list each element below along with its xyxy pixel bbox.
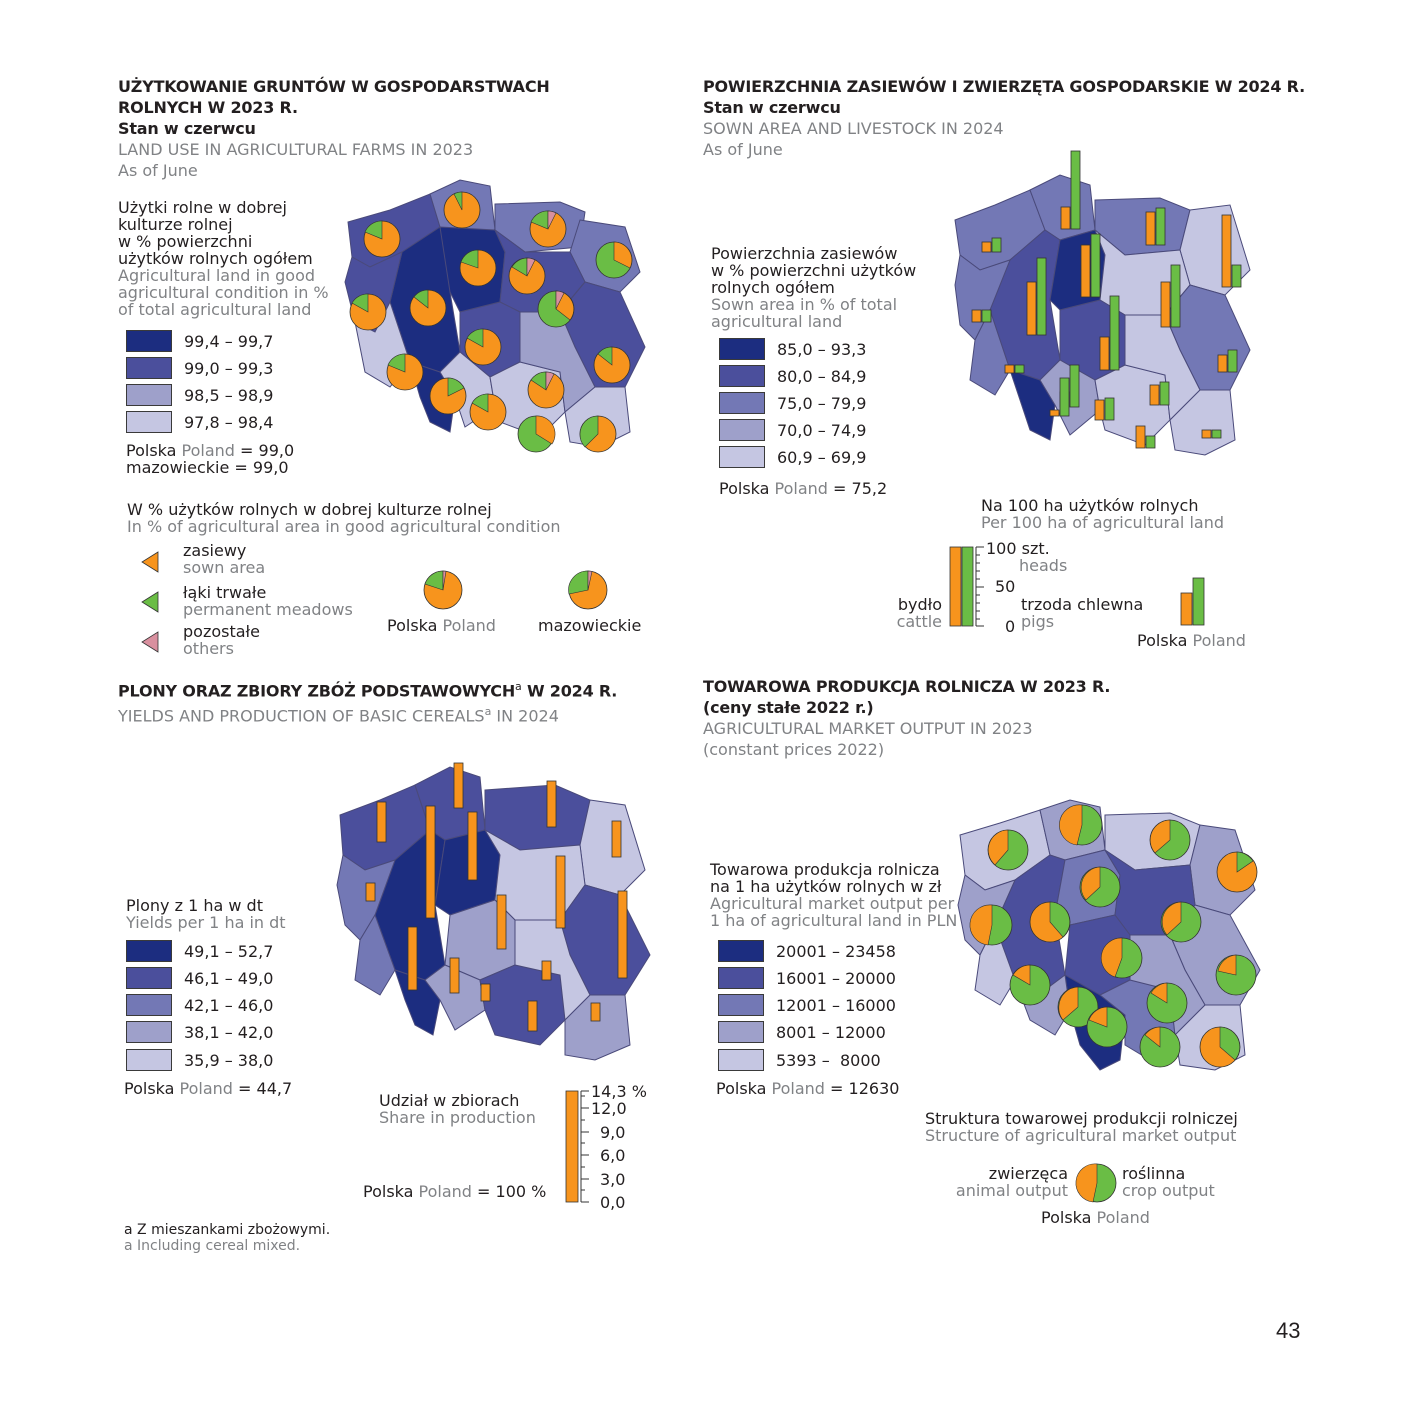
p4-map (955, 795, 1265, 1075)
p2-scale-100: 100 szt. (986, 539, 1050, 558)
p4-class-4: 8001 – 12000 (718, 1021, 886, 1043)
p1-class-1: 99,4 – 99,7 (126, 330, 273, 352)
p1-pie-legend-title: W % użytków rolnych w dobrej kulturze rolnej In % of agricultural area in good agricultural condition (127, 500, 561, 536)
p1-cat-others: pozostałe others (183, 622, 260, 658)
p2-poland-label: Polska Poland (1137, 631, 1246, 650)
p3-scale-0: 0,0 (600, 1193, 626, 1212)
p3-class-2: 46,1 – 49,0 (126, 967, 273, 989)
p3-scale-3: 3,0 (600, 1170, 626, 1189)
p3-poland-total: Polska Poland = 100 % (363, 1182, 547, 1201)
p4-total: Polska Poland = 12630 (716, 1079, 900, 1098)
p3-title: PLONY ORAZ ZBIORY ZBÓŻ PODSTAWOWYCH$^a$ W 2024 R. YIELDS AND PRODUCTION OF BASIC CEREALS$^a$ IN 2024 (118, 680, 618, 726)
p3-share-title: Udział w zbiorach Share in production (379, 1091, 536, 1127)
p4-class-1: 20001 – 23458 (718, 940, 896, 962)
p2-title: POWIERZCHNIA ZASIEWÓW I ZWIERZĘTA GOSPODARSKIE W 2024 R. Stan w czerwcu SOWN AREA AND LIVESTOCK IN 2024 As of June (703, 77, 1305, 159)
p3-scale-6: 6,0 (600, 1146, 626, 1165)
p3-map (335, 755, 665, 1075)
p1-class-3: 98,5 – 98,9 (126, 384, 273, 406)
p2-pigs-label: trzoda chlewna pigs (1021, 595, 1144, 631)
p1-poland-pie (423, 570, 463, 610)
p1-cat-meadows: łąki trwałe permanent meadows (183, 583, 353, 619)
p3-class-1: 49,1 – 52,7 (126, 940, 273, 962)
p4-title: TOWAROWA PRODUKCJA ROLNICZA W 2023 R. (ceny stałe 2022 r.) AGRICULTURAL MARKET OUTPUT IN 2023 (constant prices 2022) (703, 677, 1111, 759)
page-number: 43 (1276, 1318, 1301, 1343)
p2-scale-heads: heads (1019, 556, 1068, 575)
p2-poland-bars (1180, 576, 1206, 626)
p3-scale-9: 9,0 (600, 1123, 626, 1142)
p2-total: Polska Poland = 75,2 (719, 479, 888, 498)
p3-legend-title: Plony z 1 ha w dt Yields per 1 ha in dt (126, 896, 286, 932)
p4-poland-pie (1077, 1163, 1117, 1203)
p1-class-2: 99,0 – 99,3 (126, 357, 273, 379)
p4-class-3: 12001 – 16000 (718, 994, 896, 1016)
p1-maz-label: mazowieckie (538, 616, 642, 635)
p3-class-3: 42,1 – 46,0 (126, 994, 273, 1016)
p4-animal-label: zwierzęca animal output (955, 1164, 1068, 1200)
p1-legend-title: Użytki rolne w dobrej kulturze rolnej w % powierzchni użytków rolnych ogółem Agricultural land in good agricultural condition in % of total agricultural land (118, 198, 329, 319)
p4-class-5: 5393 – 8000 (718, 1049, 881, 1071)
p2-scale-0: 0 (1005, 617, 1016, 636)
p1-cat-sown: zasiewy sown area (183, 541, 266, 577)
p1-pie-legend-icons (138, 550, 168, 650)
p4-class-2: 16001 – 20000 (718, 967, 896, 989)
sown-area-icon (142, 552, 158, 572)
permanent-meadows-icon (142, 592, 158, 612)
p4-crop-label: roślinna crop output (1122, 1164, 1215, 1200)
p3-class-5: 35,9 – 38,0 (126, 1049, 273, 1071)
p4-poland-label: Polska Poland (1041, 1208, 1150, 1227)
p1-class-4: 97,8 – 98,4 (126, 411, 273, 433)
p4-struct-title: Struktura towarowej produkcji rolniczej Structure of agricultural market output (925, 1109, 1238, 1145)
p2-scale-bars (948, 544, 988, 630)
p2-scale-50: 50 (995, 577, 1016, 596)
p1-maz-total: mazowieckie = 99,0 (126, 458, 289, 477)
p3-footnote: a Z mieszankami zbożowymi. a Including cereal mixed. (124, 1222, 331, 1254)
p2-class-4: 70,0 – 74,9 (719, 419, 866, 441)
p1-total: Polska Poland = 99,0 (126, 441, 295, 460)
p1-map (330, 172, 670, 442)
p1-maz-pie (568, 570, 608, 610)
p3-class-4: 38,1 – 42,0 (126, 1021, 273, 1043)
p1-title: UŻYTKOWANIE GRUNTÓW W GOSPODARSTWACH ROLNYCH W 2023 R. Stan w czerwcu LAND USE IN AGRICULTURAL FARMS IN 2023 As of June (118, 77, 550, 180)
p3-scale-max: 14,3 % (591, 1082, 647, 1101)
p2-map (950, 150, 1260, 480)
p2-legend-title: Powierzchnia zasiewów w % powierzchni użytków rolnych ogółem Sown area in % of total agricultural land (711, 244, 917, 331)
p3-total: Polska Poland = 44,7 (124, 1079, 293, 1098)
p2-class-3: 75,0 – 79,9 (719, 392, 866, 414)
p2-per-title: Na 100 ha użytków rolnych Per 100 ha of agricultural land (981, 496, 1224, 532)
p2-class-1: 85,0 – 93,3 (719, 338, 866, 360)
p2-class-2: 80,0 – 84,9 (719, 365, 866, 387)
p3-scale-bar (564, 1088, 594, 1206)
p1-poland-label: Polska Poland (387, 616, 496, 635)
p2-class-5: 60,9 – 69,9 (719, 446, 866, 468)
p2-cattle-label: bydło cattle (896, 595, 942, 631)
p3-scale-12: 12,0 (591, 1099, 627, 1118)
p4-legend-title: Towarowa produkcja rolnicza na 1 ha użytków rolnych w zł Agricultural market output per 1 ha of agricultural land in PLN (710, 860, 958, 930)
others-icon (142, 632, 158, 652)
